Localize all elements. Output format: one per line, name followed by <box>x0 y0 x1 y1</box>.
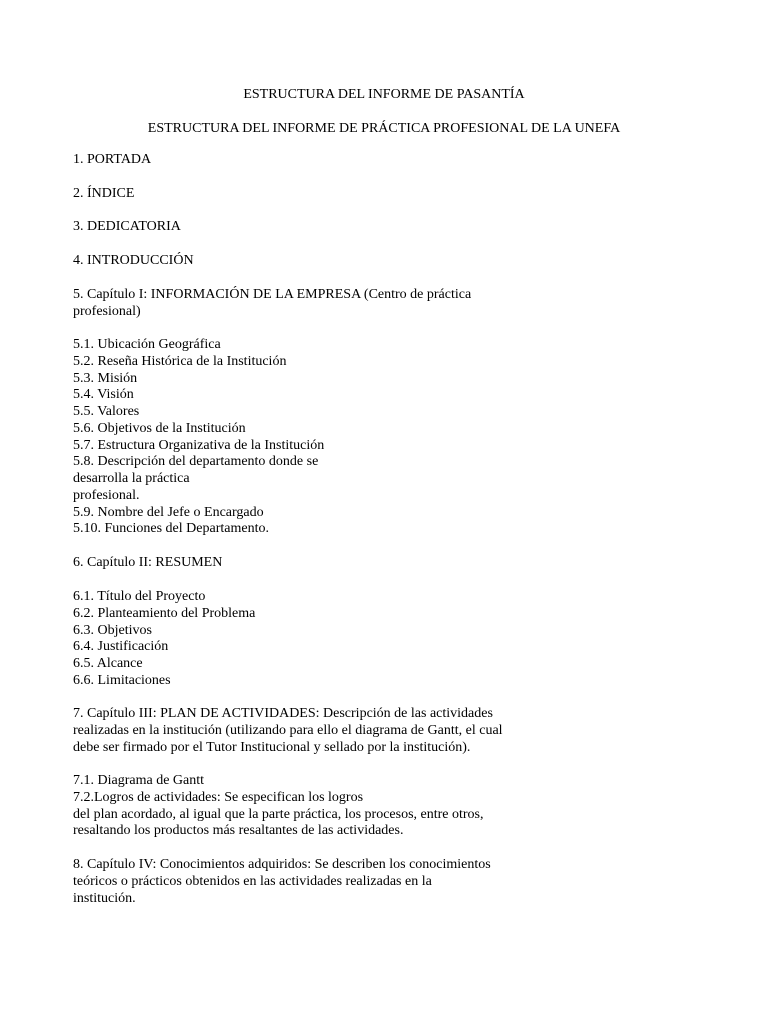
list-item: 5.2. Reseña Histórica de la Institución <box>73 353 287 369</box>
section-dedicatoria <box>73 219 733 236</box>
list-item: 6.2. Planteamiento del Problema <box>73 605 256 621</box>
list-capitulo-3 <box>73 773 733 840</box>
list-item: 5.5. Valores <box>73 404 140 419</box>
list-item: 7.2.Logros de actividades: Se especifican los logros <box>73 789 364 805</box>
section-capitulo-3 <box>73 706 733 756</box>
section-capitulo-2 <box>73 555 733 572</box>
list-item: 5.7. Estructura Organizativa de la Institución <box>73 437 325 453</box>
text-line: 3. DEDICATORIA <box>73 219 181 234</box>
list-capitulo-2 <box>73 589 733 690</box>
text-line: institución. <box>73 890 136 906</box>
list-item: 5.1. Ubicación Geográfica <box>73 337 221 352</box>
list-item: 5.8. Descripción del departamento donde se <box>73 454 319 470</box>
document-title: ESTRUCTURA DEL INFORME DE PASANTÍA <box>243 87 525 102</box>
list-item: 5.4. Visión <box>73 387 134 403</box>
list-item: 7.1. Diagrama de Gantt <box>73 773 205 788</box>
text-line: 8. Capítulo IV: Conocimientos adquiridos: Se describen los conocimientos <box>73 857 491 872</box>
text-line: 2. ÍNDICE <box>73 186 135 201</box>
text-line: debe ser firmado por el Tutor Institucional y sellado por la institución). <box>73 739 471 755</box>
section-portada <box>73 152 733 169</box>
list-item: 5.3. Misión <box>73 370 138 386</box>
list-item: profesional. <box>73 487 140 503</box>
text-line: 4. INTRODUCCIÓN <box>73 253 194 268</box>
section-indice <box>73 186 733 203</box>
list-item: 6.6. Limitaciones <box>73 672 171 688</box>
document-subtitle: ESTRUCTURA DEL INFORME DE PRÁCTICA PROFESIONAL DE LA UNEFA <box>147 121 621 136</box>
list-item: 6.5. Alcance <box>73 656 143 671</box>
list-item: 6.1. Título del Proyecto <box>73 589 206 604</box>
text-line: realizadas en la institución (utilizando para ello el diagrama de Gantt, el cual <box>73 722 503 738</box>
list-item: 5.10. Funciones del Departamento. <box>73 521 269 537</box>
text-line: 5. Capítulo I: INFORMACIÓN DE LA EMPRESA (Centro de práctica <box>73 287 472 302</box>
list-item: resaltando los productos más resaltantes de las actividades. <box>73 823 404 839</box>
text-line: 6. Capítulo II: RESUMEN <box>73 555 223 570</box>
list-capitulo-1 <box>73 337 733 538</box>
text-line: teóricos o prácticos obtenidos en las actividades realizadas en la <box>73 873 432 889</box>
list-item: 5.6. Objetivos de la Institución <box>73 420 246 436</box>
list-item: 6.4. Justificación <box>73 639 169 655</box>
text-line: 7. Capítulo III: PLAN DE ACTIVIDADES: Descripción de las actividades <box>73 706 493 721</box>
list-item: 6.3. Objetivos <box>73 622 152 638</box>
list-item: desarrolla la práctica <box>73 471 190 486</box>
list-item: 5.9. Nombre del Jefe o Encargado <box>73 504 264 520</box>
list-item: del plan acordado, al igual que la parte práctica, los procesos, entre otros, <box>73 806 484 822</box>
text-line: profesional) <box>73 303 141 319</box>
section-introduccion <box>73 253 733 270</box>
section-capitulo-1 <box>73 287 733 321</box>
section-capitulo-4 <box>73 857 733 907</box>
text-line: 1. PORTADA <box>73 152 152 167</box>
